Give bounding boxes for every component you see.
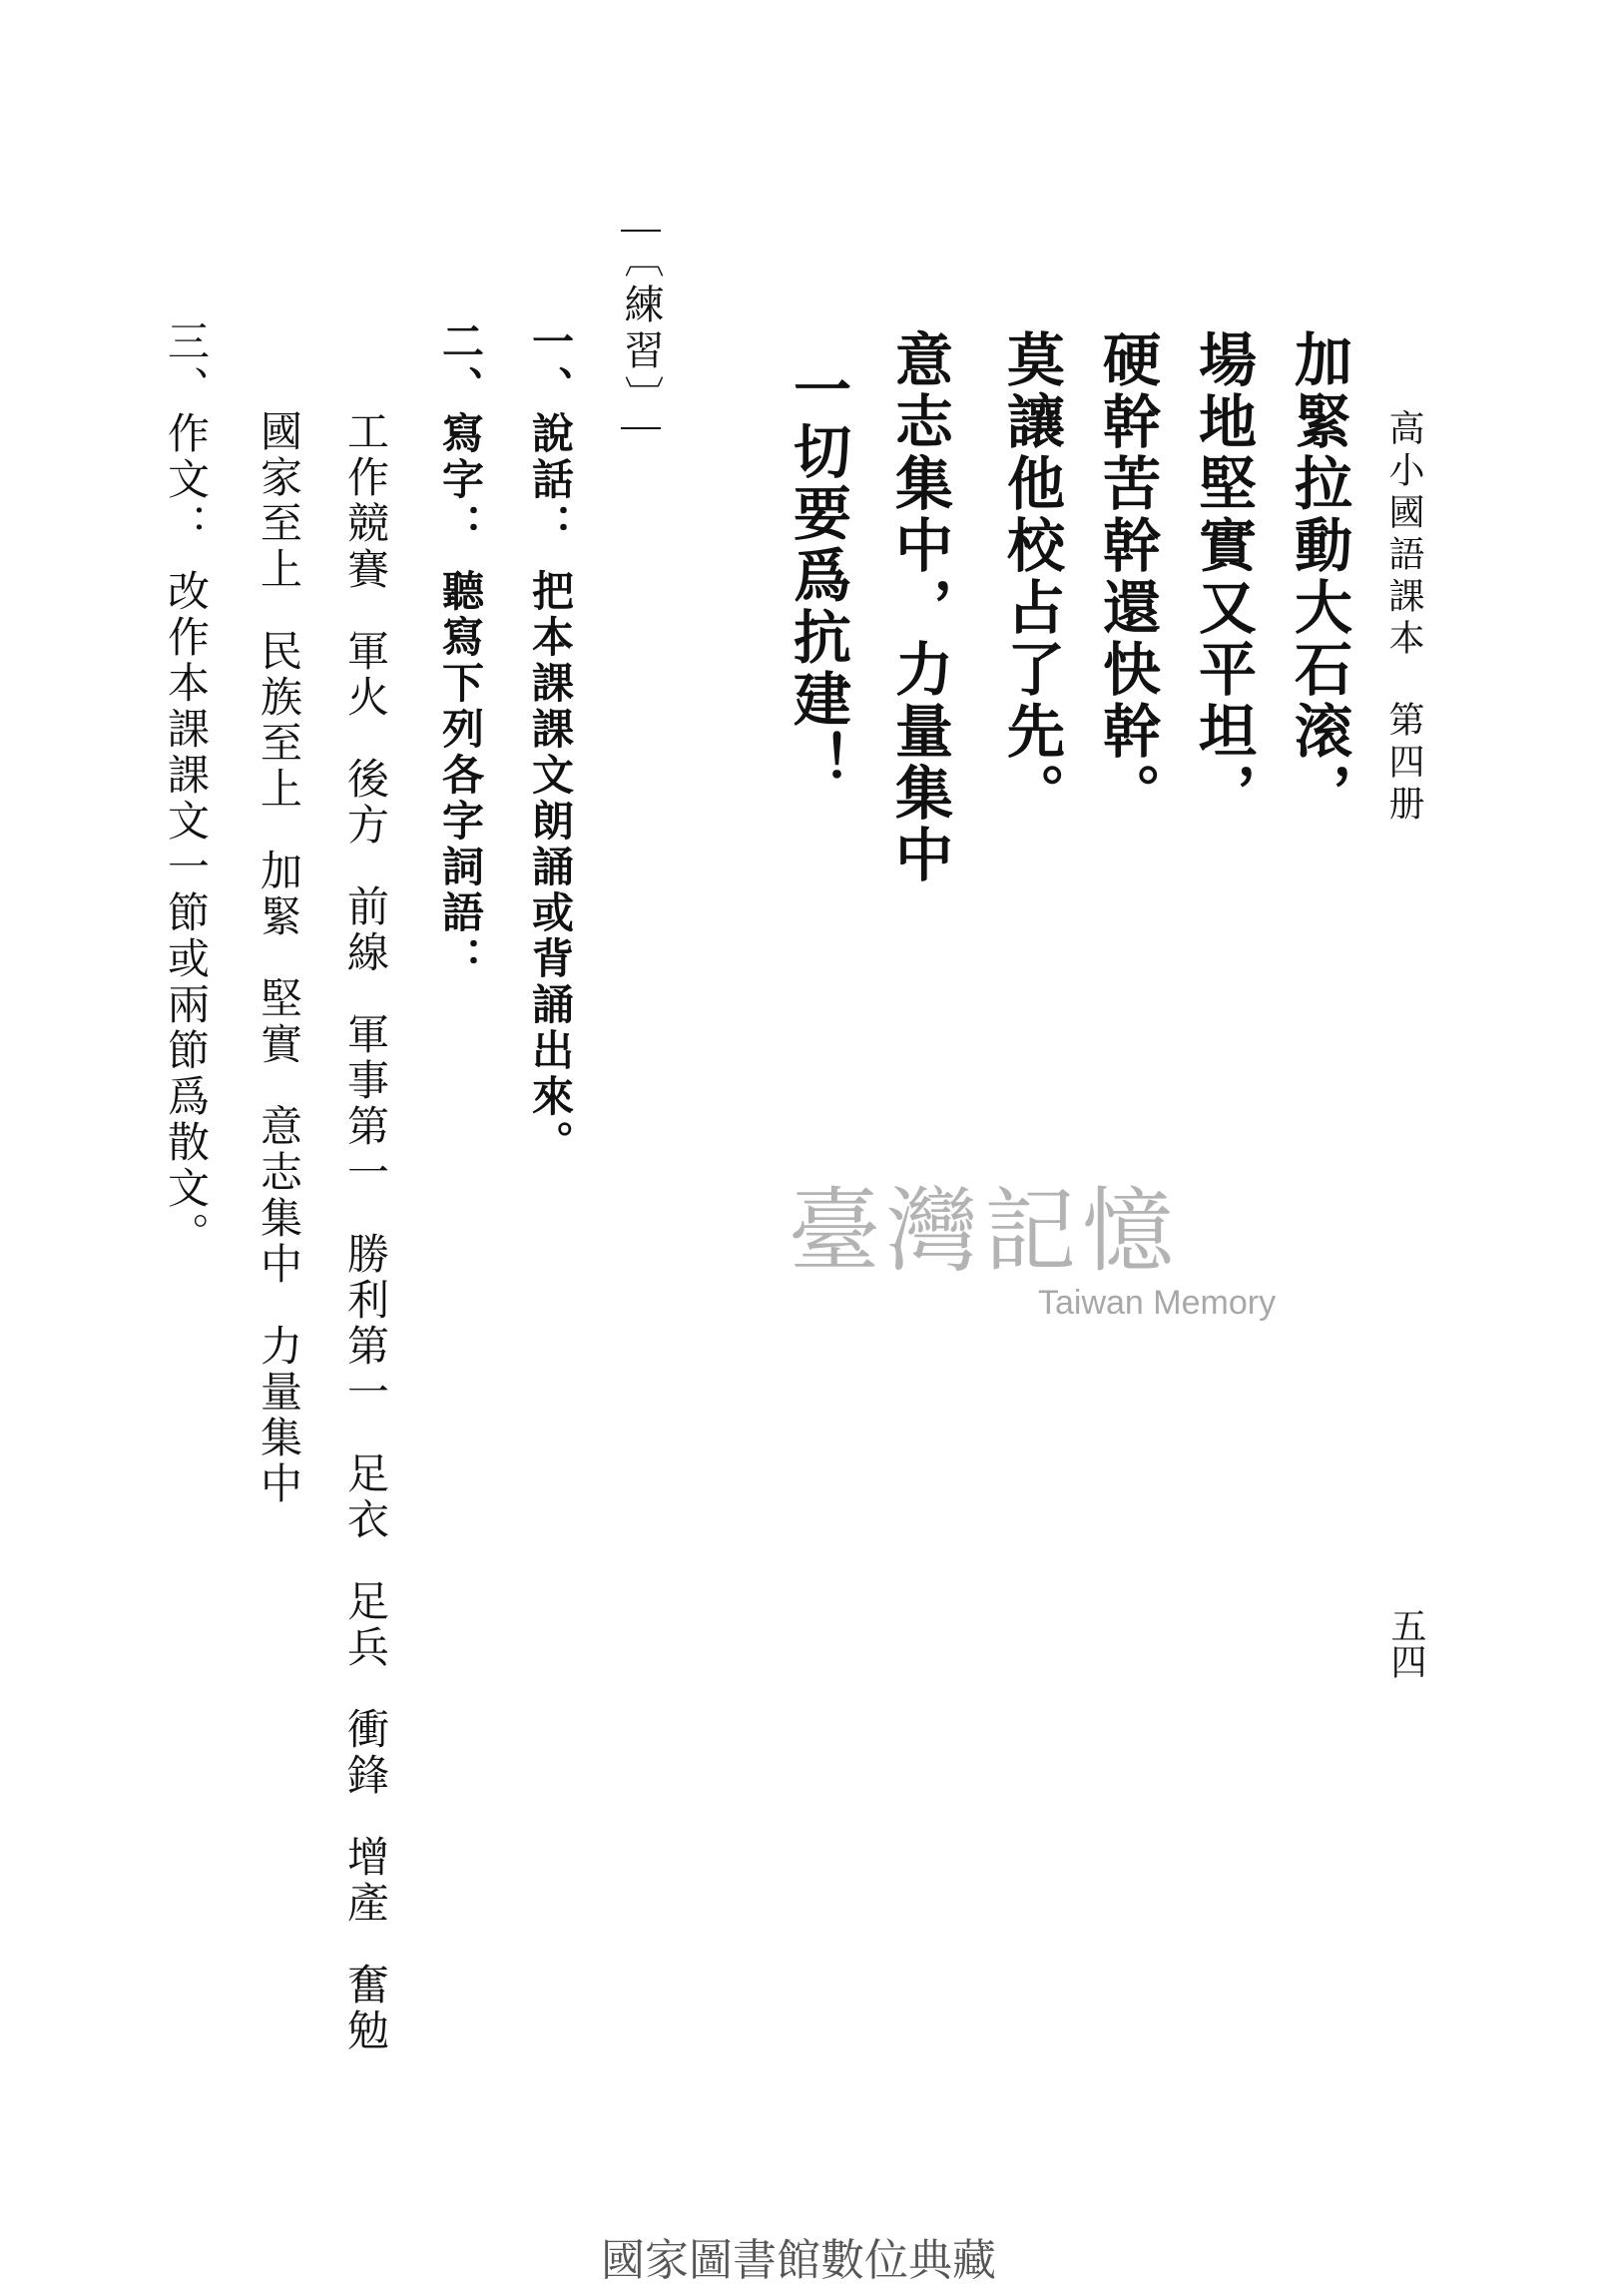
- book-title: 高小國語課本: [1383, 409, 1424, 661]
- volume-label: 第四册: [1383, 701, 1424, 827]
- vocab-word: 足衣: [341, 1451, 390, 1543]
- item2-text: 聽寫下列各字詞語：: [436, 569, 485, 982]
- item1-number: 一、: [526, 319, 575, 411]
- item3-title: 作文：: [162, 411, 211, 549]
- watermark-chinese: 臺灣記憶: [789, 1178, 1181, 1285]
- item1-title: 說話：: [526, 411, 575, 549]
- vocab-row-2: [255, 409, 303, 1507]
- vocab-word: 民族至上: [255, 629, 303, 813]
- exercise-label: 〔練習〕: [621, 230, 661, 429]
- poem-line-1: 加緊拉動大石滚，: [1285, 329, 1352, 825]
- vocab-word: 足兵: [341, 1579, 390, 1671]
- taiwan-memory-watermark: [789, 1158, 1276, 1323]
- vocab-word: 衝鋒: [341, 1707, 390, 1799]
- vocab-word: 奮勉: [341, 1963, 390, 2054]
- vocab-word: 加緊: [255, 849, 303, 940]
- vocab-row-1: [341, 409, 390, 2054]
- vocab-word: 增產: [341, 1835, 390, 1927]
- item2-number: 二、: [436, 319, 485, 411]
- footer-attribution: 國家圖書館數位典藏: [601, 2235, 996, 2286]
- poem-line-2: 場地堅實又平坦，: [1189, 329, 1257, 825]
- item3-number: 三、: [162, 319, 211, 411]
- exercise-item-3: [162, 319, 211, 1258]
- book-header: [1383, 409, 1424, 827]
- item2-title: 寫字：: [436, 411, 485, 549]
- vocab-word: 軍火: [341, 629, 390, 721]
- poem-line-5: 意志集中，力量集中: [885, 329, 953, 886]
- vocab-word: 意志集中: [255, 1104, 303, 1288]
- exercise-item-2: [436, 319, 485, 982]
- vocab-word: 力量集中: [255, 1324, 303, 1507]
- item3-text: 改作本課課文一節或兩節爲散文。: [162, 569, 211, 1258]
- poem-line-6: 一切要爲抗建！: [784, 359, 851, 793]
- item1-text: 把本課課文朗誦或背誦出來。: [526, 569, 575, 1166]
- vocab-word: 前線: [341, 884, 390, 976]
- vocab-word: 堅實: [255, 976, 303, 1068]
- vocab-word: 工作競賽: [341, 409, 390, 593]
- page-number: 五四: [1385, 1607, 1426, 1679]
- exercise-item-1: [526, 319, 575, 1166]
- poem-line-3: 硬幹苦幹還快幹。: [1093, 329, 1161, 825]
- vocab-word: 軍事第一: [341, 1012, 390, 1196]
- vocab-word: 國家至上: [255, 409, 303, 593]
- vocab-word: 後方: [341, 757, 390, 849]
- vocab-word: 勝利第一: [341, 1232, 390, 1416]
- poem-line-4: 莫讓他校占了先。: [997, 329, 1065, 825]
- watermark-english: Taiwan Memory: [1038, 1284, 1277, 1322]
